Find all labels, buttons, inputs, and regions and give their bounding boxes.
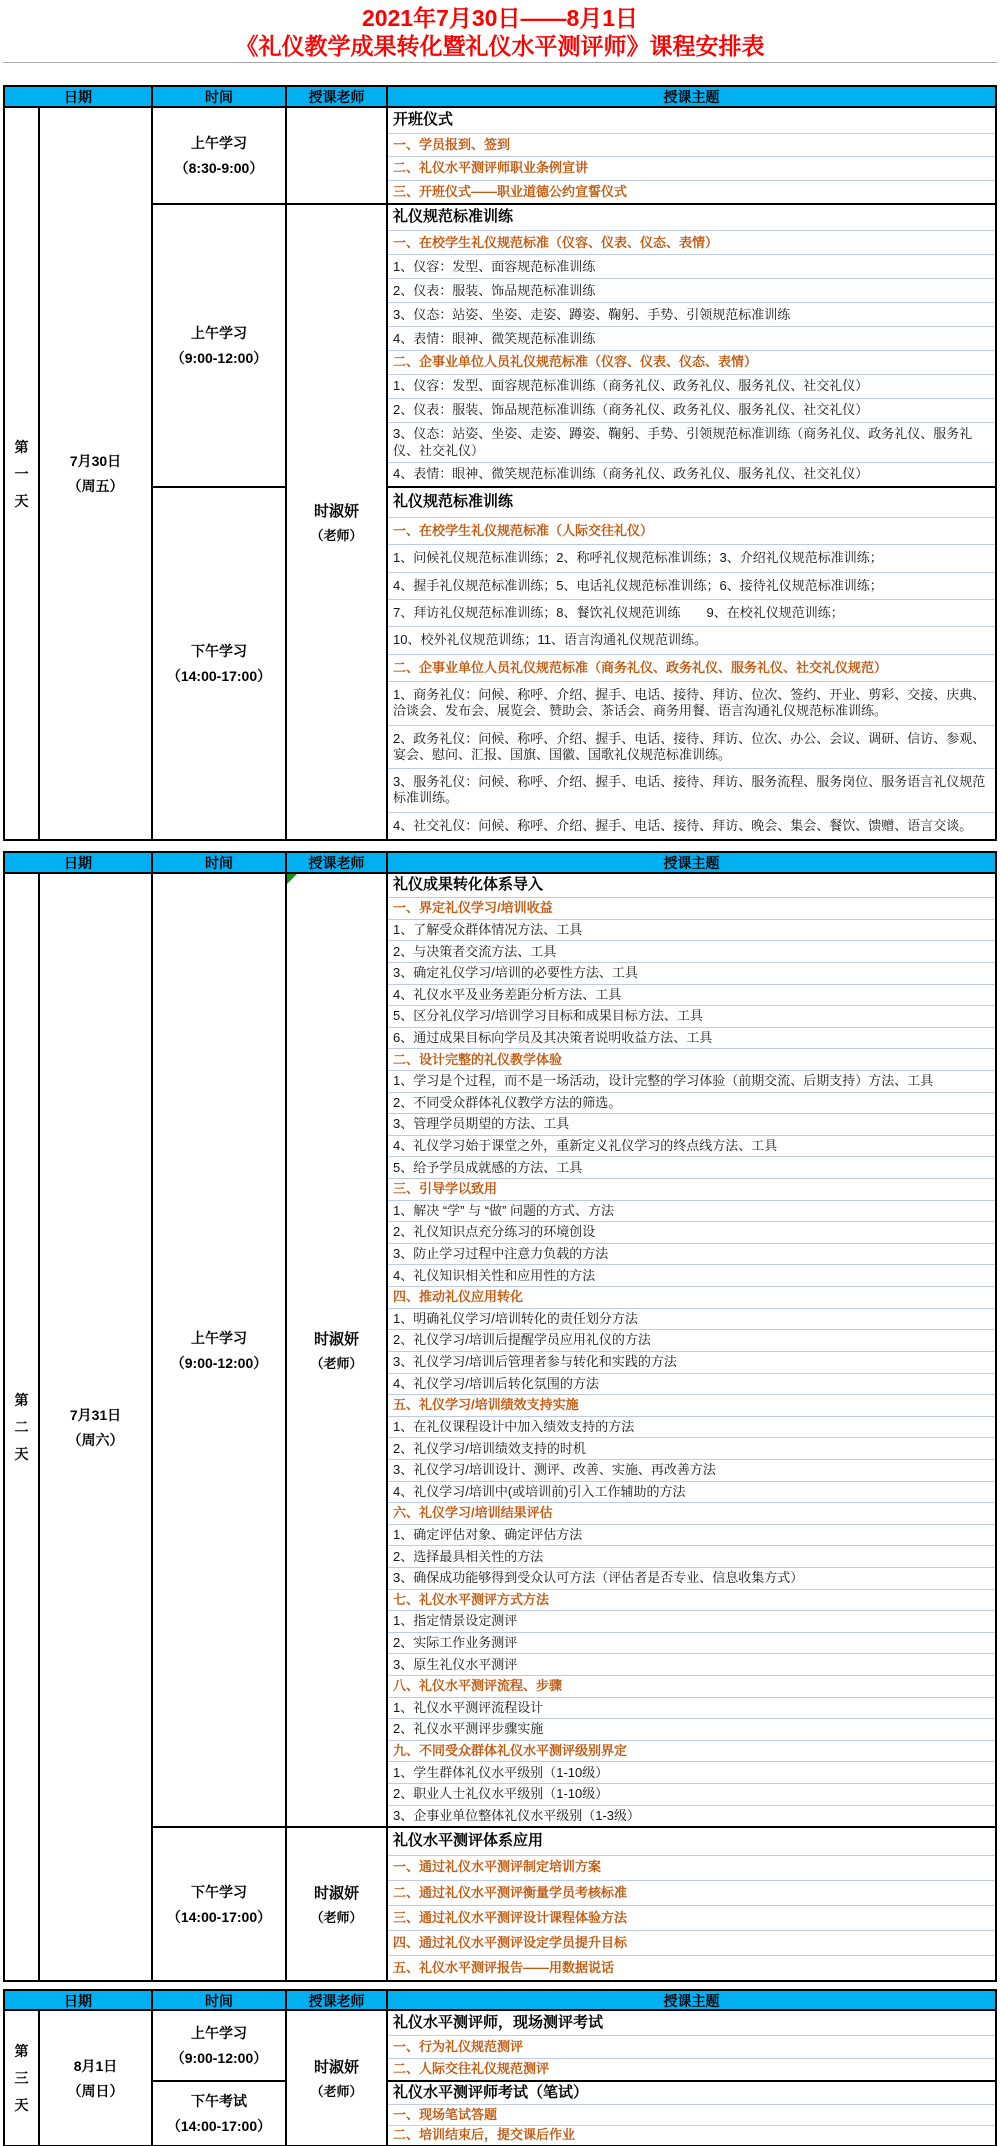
topic-item-row: 1、仪容：发型、面容规范标准训练 <box>388 255 995 279</box>
topic-item-row: 4、表情：眼神、微笑规范标准训练（商务礼仪、政务礼仪、服务礼仪、社交礼仪） <box>393 466 869 482</box>
header-cell-topic: 授课主题 <box>663 1993 720 2009</box>
day-label <box>5 2011 40 2145</box>
cell-corner-marker <box>287 874 297 884</box>
topic-cell <box>388 2080 995 2145</box>
topic-item-row: 4、握手礼仪规范标准训练；5、电话礼仪规范标准训练；6、接待礼仪规范标准训练； <box>388 573 995 600</box>
time-cell <box>153 203 287 486</box>
topic-title-row: 礼仪规范标准训练 <box>388 205 995 231</box>
topic-section-row: 二、通过礼仪水平测评衡量学员考核标准 <box>388 1881 995 1906</box>
topic-title-row: 开班仪式 <box>388 108 995 134</box>
day-label-char: 第 <box>14 438 29 455</box>
topic-cell <box>388 108 995 203</box>
topic-section-row: 二、培训结束后，提交课后作业 <box>393 2127 576 2143</box>
time-cell <box>153 874 287 1826</box>
topic-item-row: 1、指定情景设定测评 <box>388 1611 995 1633</box>
topic-section-row: 二、人际交往礼仪规范测评 <box>393 2061 550 2077</box>
topic-cell <box>388 874 995 1826</box>
topic-title-row: 礼仪规范标准训练 <box>388 488 995 518</box>
date-cell <box>40 874 153 1980</box>
teacher-name: 时淑妍 <box>313 2059 359 2076</box>
topic-item-row: 4、礼仪水平及业务差距分析方法、工具 <box>388 985 995 1007</box>
day-label-char: 三 <box>14 2070 29 2086</box>
topic-item-row: 4、礼仪学习/培训后转化氛围的方法 <box>388 1374 995 1396</box>
topic-item-row: 2、不同受众群体礼仪教学方法的筛选。 <box>388 1093 995 1115</box>
time-session: 下午学习 <box>191 643 247 659</box>
topic-section-row: 一、在校学生礼仪规范标准（人际交往礼仪） <box>388 518 995 545</box>
topic-section-row: 二、设计完整的礼仪教学体验 <box>388 1049 995 1071</box>
day-label-char: 天 <box>14 1446 29 1462</box>
topic-section-row: 六、礼仪学习/培训结果评估 <box>388 1503 995 1525</box>
topic-section-row: 四、通过礼仪水平测评设定学员提升目标 <box>388 1931 995 1956</box>
time-session: 上午学习 <box>191 1329 247 1346</box>
topic-section-row: 二、企事业单位人员礼仪规范标准（商务礼仪、政务礼仪、服务礼仪、社交礼仪规范） <box>388 655 995 682</box>
spacer-row <box>3 62 997 85</box>
header-cell-time: 时间 <box>153 853 287 873</box>
topic-item-row: 1、学习是个过程，而不是一场活动，设计完整的学习体验（前期交流、后期支持）方法、工具 <box>388 1071 995 1093</box>
topic-item-row: 3、礼仪学习/培训设计、测评、改善、实施、再改善方法 <box>388 1460 995 1482</box>
teacher-cell <box>287 203 388 839</box>
table-header-row <box>3 1989 997 2011</box>
topic-cell <box>388 486 995 839</box>
title-line-2: 《礼仪教学成果转化暨礼仪水平测评师》课程安排表 <box>235 33 765 59</box>
teacher-name: 时淑妍 <box>313 1331 359 1348</box>
topic-section-row: 二、礼仪水平测评师职业条例宣讲 <box>388 157 995 180</box>
topic-cell <box>388 2011 995 2080</box>
topic-item-row: 2、实际工作业务测评 <box>388 1633 995 1655</box>
weekday-text: （周五） <box>67 478 124 494</box>
time-session: 上午学习 <box>191 2025 247 2041</box>
topic-item-row: 3、确保成功能够得到受众认可方法（评估者是否专业、信息收集方式） <box>388 1568 995 1590</box>
topic-item-row: 1、明确礼仪学习/培训转化的责任划分方法 <box>388 1309 995 1331</box>
time-cell <box>153 2080 287 2145</box>
time-cell <box>153 108 287 203</box>
header-cell-teacher: 授课老师 <box>287 87 388 107</box>
topic-section-row: 四、推动礼仪应用转化 <box>388 1287 995 1309</box>
topic-item-row: 1、解决 “学” 与 “做” 问题的方式、方法 <box>388 1201 995 1223</box>
topic-section-row: 一、通过礼仪水平测评制定培训方案 <box>388 1856 995 1881</box>
header-cell-teacher: 授课老师 <box>287 1991 388 2011</box>
topic-item-row: 4、社交礼仪：问候、称呼、介绍、握手、电话、接待、拜访、晚会、集会、餐饮、馈赠、语言交谈。 <box>393 817 973 833</box>
day-label-char: 第 <box>14 1392 29 1408</box>
topic-item-row: 3、礼仪学习/培训后管理者参与转化和实践的方法 <box>388 1352 995 1374</box>
header-cell-date: 日期 <box>5 853 153 873</box>
time-session: 上午学习 <box>191 135 247 151</box>
teacher-role: （老师） <box>310 1356 363 1371</box>
topic-item-row: 1、在礼仪课程设计中加入绩效支持的方法 <box>388 1417 995 1439</box>
topic-item-row: 5、给予学员成就感的方法、工具 <box>388 1157 995 1179</box>
topic-item-row: 2、礼仪学习/培训绩效支持的时机 <box>388 1438 995 1460</box>
topic-item-row: 3、服务礼仪：问候、称呼、介绍、握手、电话、接待、拜访、服务流程、服务岗位、服务语言礼仪规范标准训练。 <box>388 769 995 813</box>
date-cell <box>40 108 153 839</box>
topic-item-row: 1、确定评估对象、确定评估方法 <box>388 1525 995 1547</box>
spacer-row <box>3 1982 997 1989</box>
topic-item-row: 3、仪态：站姿、坐姿、走姿、蹲姿、鞠躬、手势、引领规范标准训练 <box>388 303 995 327</box>
weekday-text: （周日） <box>67 2082 124 2099</box>
day-label <box>5 108 40 839</box>
teacher-role: （老师） <box>310 2084 363 2099</box>
topic-item-row: 1、礼仪水平测评流程设计 <box>388 1698 995 1720</box>
topic-title-row: 礼仪水平测评师考试（笔试） <box>388 2082 995 2105</box>
topic-section-row: 二、企事业单位人员礼仪规范标准（仪容、仪表、仪态、表情） <box>388 351 995 375</box>
topic-item-row: 4、礼仪学习/培训中(或培训前)引入工作辅助的方法 <box>388 1482 995 1504</box>
header-cell-time: 时间 <box>153 87 287 107</box>
topic-section-row: 一、行为礼仪规范测评 <box>388 2036 995 2059</box>
header-cell-topic: 授课主题 <box>663 89 720 105</box>
header-cell-teacher: 授课老师 <box>287 853 388 873</box>
topic-item-row: 2、仪表：服装、饰品规范标准训练（商务礼仪、政务礼仪、服务礼仪、社交礼仪） <box>388 399 995 423</box>
time-range: （8:30-9:00） <box>174 160 264 176</box>
day-label-char: 天 <box>14 492 29 509</box>
teacher-cell <box>287 874 388 1826</box>
topic-item-row: 4、礼仪学习始于课堂之外，重新定义礼仪学习的终点线方法、工具 <box>388 1136 995 1158</box>
topic-item-row: 1、问候礼仪规范标准训练；2、称呼礼仪规范标准训练；3、介绍礼仪规范标准训练； <box>388 545 995 572</box>
topic-item-row: 1、了解受众群体情况方法、工具 <box>388 920 995 942</box>
time-range: （9:00-12:00） <box>170 2050 268 2066</box>
day-section <box>3 874 997 1982</box>
topic-item-row: 2、选择最具相关性的方法 <box>388 1546 995 1568</box>
date-text: 7月31日 <box>69 1406 122 1423</box>
topic-section-row: 七、礼仪水平测评方式方法 <box>388 1590 995 1612</box>
topic-section-row: 一、学员报到、签到 <box>388 134 995 157</box>
day-label <box>5 874 40 1980</box>
teacher-cell <box>287 108 388 203</box>
day-section <box>3 108 997 841</box>
topic-section-row: 三、引导学以致用 <box>388 1179 995 1201</box>
title-line-1: 2021年7月30日——8月1日 <box>361 5 639 31</box>
time-session: 上午学习 <box>191 325 247 341</box>
teacher-name: 时淑妍 <box>313 503 359 520</box>
topic-section-row: 一、在校学生礼仪规范标准（仪容、仪表、仪态、表情） <box>388 231 995 255</box>
topic-item-row: 2、职业人士礼仪水平级别（1-10级） <box>388 1784 995 1806</box>
teacher-cell <box>287 2011 388 2145</box>
topic-item-row: 10、校外礼仪规范训练；11、语言沟通礼仪规范训练。 <box>388 627 995 654</box>
date-cell <box>40 2011 153 2145</box>
teacher-role: （老师） <box>310 528 363 543</box>
topic-section-row: 五、礼仪学习/培训绩效支持实施 <box>388 1395 995 1417</box>
day-label-char: 天 <box>14 2097 29 2113</box>
time-range: （14:00-17:00） <box>166 2118 272 2134</box>
header-cell-date: 日期 <box>5 1991 153 2011</box>
teacher-cell <box>287 1826 388 1980</box>
topic-item-row: 4、礼仪知识相关性和应用性的方法 <box>388 1265 995 1287</box>
topic-item-row: 3、管理学员期望的方法、工具 <box>388 1114 995 1136</box>
topic-section-row: 一、界定礼仪学习/培训收益 <box>388 898 995 920</box>
header-cell-date: 日期 <box>5 87 153 107</box>
topic-section-row: 三、开班仪式——职业道德公约宣誓仪式 <box>393 183 628 199</box>
topic-section-row: 三、通过礼仪水平测评设计课程体验方法 <box>388 1906 995 1931</box>
teacher-name: 时淑妍 <box>313 1885 359 1902</box>
topic-title-row: 礼仪水平测评体系应用 <box>388 1828 995 1856</box>
day-label-char: 第 <box>14 2043 29 2059</box>
spacer-row <box>3 841 997 851</box>
day-section <box>3 2011 997 2146</box>
topic-item-row: 2、礼仪水平测评步骤实施 <box>388 1719 995 1741</box>
topic-item-row: 1、仪容：发型、面容规范标准训练（商务礼仪、政务礼仪、服务礼仪、社交礼仪） <box>388 375 995 399</box>
topic-item-row: 3、防止学习过程中注意力负载的方法 <box>388 1244 995 1266</box>
topic-section-row: 九、不同受众群体礼仪水平测评级别界定 <box>388 1741 995 1763</box>
topic-item-row: 3、仪态：站姿、坐姿、走姿、蹲姿、鞠躬、手势、引领规范标准训练（商务礼仪、政务礼仪、服务礼仪、社交礼仪） <box>388 423 995 463</box>
topic-title-row: 礼仪成果转化体系导入 <box>388 874 995 898</box>
schedule-table <box>3 62 997 2146</box>
topic-item-row: 2、与决策者交流方法、工具 <box>388 941 995 963</box>
page-title <box>0 0 1000 62</box>
time-cell <box>153 486 287 839</box>
topic-item-row: 2、礼仪知识点充分练习的环境创设 <box>388 1222 995 1244</box>
topic-cell <box>388 1826 995 1980</box>
topic-item-row: 2、仪表：服装、饰品规范标准训练 <box>388 279 995 303</box>
topic-item-row: 1、学生群体礼仪水平级别（1-10级） <box>388 1762 995 1784</box>
date-text: 7月30日 <box>69 453 122 469</box>
table-header-row <box>3 851 997 874</box>
header-cell-topic: 授课主题 <box>663 855 720 871</box>
topic-title-row: 礼仪水平测评师，现场测评考试 <box>388 2011 995 2036</box>
time-session: 下午学习 <box>191 1883 247 1900</box>
time-range: （9:00-12:00） <box>170 350 268 366</box>
time-range: （14:00-17:00） <box>166 1908 272 1925</box>
topic-item-row: 5、区分礼仪学习/培训学习目标和成果目标方法、工具 <box>388 1006 995 1028</box>
topic-item-row: 3、确定礼仪学习/培训的必要性方法、工具 <box>388 963 995 985</box>
topic-item-row: 1、商务礼仪：问候、称呼、介绍、握手、电话、接待、拜访、位次、签约、开业、剪彩、交接、庆典、洽谈会、发布会、展览会、赞助会、茶话会、商务用餐、语言沟通礼仪规范标准训练。 <box>388 682 995 726</box>
day-label-char: 二 <box>14 1419 29 1435</box>
day-label-char: 一 <box>14 465 29 482</box>
topic-section-row: 八、礼仪水平测评流程、步骤 <box>388 1676 995 1698</box>
topic-item-row: 4、表情：眼神、微笑规范标准训练 <box>388 327 995 351</box>
time-range: （14:00-17:00） <box>166 668 272 684</box>
topic-item-row: 3、原生礼仪水平测评 <box>388 1654 995 1676</box>
topic-item-row: 6、通过成果目标向学员及其决策者说明收益方法、工具 <box>388 1028 995 1050</box>
topic-item-row: 2、政务礼仪：问候、称呼、介绍、握手、电话、接待、拜访、位次、办公、会议、调研、信访、参观、宴会、慰问、汇报、国旗、国徽、国歌礼仪规范标准训练。 <box>388 726 995 770</box>
table-header-row <box>3 85 997 108</box>
topic-section-row: 五、礼仪水平测评报告——用数据说话 <box>393 1959 615 1975</box>
time-cell <box>153 2011 287 2080</box>
topic-item-row: 3、企事业单位整体礼仪水平级别（1-3级） <box>393 1807 641 1823</box>
topic-section-row: 一、现场笔试答题 <box>388 2105 995 2126</box>
topic-cell <box>388 203 995 486</box>
time-range: （9:00-12:00） <box>170 1354 268 1371</box>
teacher-role: （老师） <box>310 1910 363 1925</box>
header-cell-time: 时间 <box>153 1991 287 2011</box>
date-text: 8月1日 <box>73 2057 118 2074</box>
time-session: 下午考试 <box>191 2093 247 2109</box>
topic-item-row: 2、礼仪学习/培训后提醒学员应用礼仪的方法 <box>388 1330 995 1352</box>
weekday-text: （周六） <box>67 1431 124 1448</box>
time-cell <box>153 1826 287 1980</box>
topic-item-row: 7、拜访礼仪规范标准训练；8、餐饮礼仪规范训练 9、在校礼仪规范训练； <box>388 600 995 627</box>
